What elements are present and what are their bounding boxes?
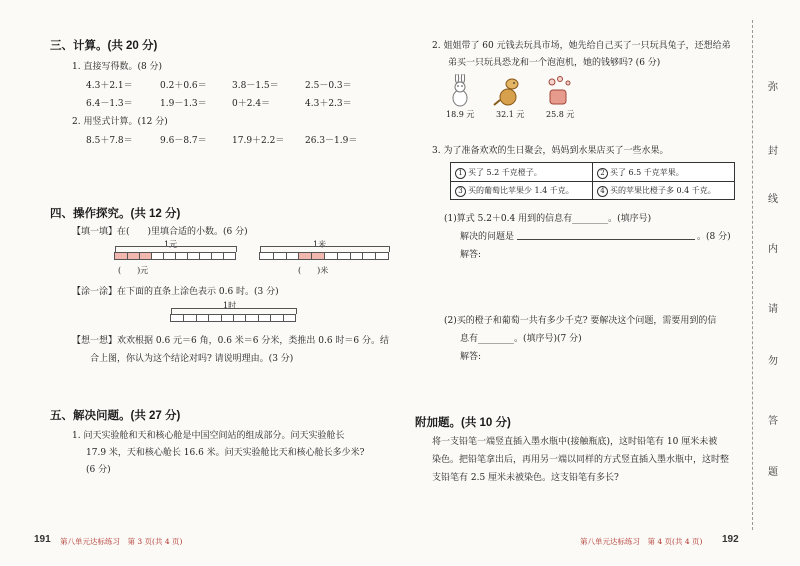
- left-page-number: 191: [34, 534, 51, 545]
- bar-divider: [273, 253, 274, 259]
- left-footer-text: 第八单元达标练习 第 3 页(共 4 页): [60, 537, 183, 546]
- bar-divider: [298, 253, 299, 259]
- info-4: 4 买的苹果比橙子多 0.4 千克。: [597, 185, 716, 197]
- q1-instruction: 1. 直接写得数。(8 分): [72, 62, 163, 72]
- bonus-line-3: 支铅笔有 2.5 厘米未被染色。这支铅笔有多长?: [432, 473, 619, 483]
- sub2-line-2: 息有________。(填序号)(7 分): [460, 334, 582, 344]
- vcalc-2: 9.6－8.7＝: [160, 136, 207, 146]
- bar2-label: 1米: [313, 240, 327, 249]
- bar-divider: [337, 253, 338, 259]
- bar-divider: [375, 253, 376, 259]
- bar-divider: [324, 253, 325, 259]
- bar-divider: [127, 253, 128, 259]
- bar1-label: 1元: [164, 240, 178, 249]
- bar-divider: [245, 315, 246, 321]
- bar-divider: [208, 315, 209, 321]
- problem-1-line-3: (6 分): [86, 465, 111, 475]
- info-3: 3 买的葡萄比苹果少 1.4 千克。: [455, 185, 574, 197]
- section-4-title: 四、操作探究。(共 12 分): [50, 208, 181, 220]
- bonus-line-2: 染色。把铅笔拿出后，再用另一端以同样的方式竖直插入墨水瓶中，这时整: [432, 455, 730, 465]
- bubble-machine-icon: [549, 77, 570, 105]
- bar-divider: [196, 315, 197, 321]
- seal-char-6: 勿: [768, 356, 778, 367]
- fruit-info-box: [450, 162, 735, 200]
- calc-6: 1.9－1.3＝: [160, 99, 207, 109]
- problem-1-line-1: 1. 问天实验舱和天和核心舱是中国空间站的组成部分。问天实验舱长: [72, 431, 345, 441]
- vcalc-4: 26.3－1.9＝: [305, 136, 358, 146]
- sub1-score: 。(8 分): [697, 232, 731, 242]
- think-line-1: 【想一想】欢欢根据 0.6 元＝6 角，0.6 米＝6 分米，类推出 0.6 时＝6 分。结: [72, 336, 390, 346]
- problem-1-line-2: 17.9 米，天和核心舱长 16.6 米。问天实验舱比天和核心舱长多少米?: [86, 448, 365, 458]
- calc-1: 4.3＋2.1＝: [86, 81, 133, 91]
- rabbit-icon: [453, 74, 467, 106]
- price-rabbit: 18.9 元: [446, 110, 475, 119]
- info-2: 2 买了 6.5 千克苹果。: [597, 167, 684, 179]
- bar-divider: [199, 253, 200, 259]
- bar-divider: [258, 315, 259, 321]
- problem-2-line-2: 弟买一只玩具恐龙和一个泡泡机，她的钱够吗? (6 分): [448, 58, 661, 68]
- color-instruction: 【涂一涂】在下面的直条上涂色表示 0.6 时。(3 分): [72, 287, 279, 297]
- sub1-line-1: (1)算式 5.2＋0.4 用到的信息有________。(填序号): [444, 214, 652, 224]
- bar-divider: [151, 253, 152, 259]
- problem-2-line-1: 2. 姐姐带了 60 元钱去玩具市场，她先给自己买了一只玩具兔子，还想给弟: [432, 41, 731, 51]
- seal-char-7: 答: [768, 416, 778, 427]
- bar-divider: [286, 253, 287, 259]
- bar-divider: [223, 253, 224, 259]
- calc-4: 2.5－0.3＝: [305, 81, 352, 91]
- calc-2: 0.2＋0.6＝: [160, 81, 207, 91]
- bar-divider: [163, 253, 164, 259]
- bar-divider: [362, 253, 363, 259]
- fill-instruction: 【填一填】在( )里填合适的小数。(6 分): [72, 227, 248, 237]
- problem-3-intro: 3. 为了准备欢欢的生日聚会，妈妈到水果店买了一些水果。: [432, 146, 669, 156]
- bar2-answer-blank[interactable]: ( )米: [298, 266, 329, 275]
- calc-8: 4.3＋2.3＝: [305, 99, 352, 109]
- q2-instruction: 2. 用竖式计算。(12 分): [72, 117, 168, 127]
- vcalc-1: 8.5＋7.8＝: [86, 136, 133, 146]
- bar-divider: [221, 315, 222, 321]
- dinosaur-icon: [494, 79, 518, 105]
- calc-3: 3.8－1.5＝: [232, 81, 279, 91]
- bar-divider: [350, 253, 351, 259]
- section-3-title: 三、计算。(共 20 分): [50, 40, 158, 52]
- bar-divider: [283, 315, 284, 321]
- info-1: 1 买了 5.2 千克橙子。: [455, 167, 542, 179]
- yuan-bar: [114, 252, 236, 260]
- sub2-answer-label: 解答:: [460, 352, 482, 362]
- binding-line: [752, 20, 754, 530]
- price-bubble-machine: 25.8 元: [546, 110, 575, 119]
- sub1-problem-label: 解决的问题是: [460, 232, 515, 242]
- toy-illustrations: [440, 74, 590, 108]
- bar-divider: [187, 253, 188, 259]
- bonus-line-1: 将一支铅笔一端竖直插入墨水瓶中(接触瓶底)，这时铅笔有 10 厘米未被: [432, 437, 718, 447]
- seal-char-8: 题: [768, 467, 778, 478]
- calc-7: 0＋2.4＝: [232, 99, 271, 109]
- think-line-2: 合上图，你认为这个结论对吗? 请说明理由。(3 分): [90, 354, 294, 364]
- seal-char-4: 内: [768, 244, 778, 255]
- shaded-segment: [115, 253, 151, 259]
- sub2-line-1: (2)买的橙子和葡萄一共有多少千克? 要解决这个问题，需要用到的信: [444, 316, 717, 326]
- bar-divider: [233, 315, 234, 321]
- bar-divider: [175, 253, 176, 259]
- seal-char-1: 弥: [768, 82, 778, 93]
- calc-5: 6.4－1.3＝: [86, 99, 133, 109]
- sub1-answer-label: 解答:: [460, 250, 482, 260]
- bar-divider: [183, 315, 184, 321]
- seal-char-5: 请: [768, 304, 778, 315]
- sub1-problem-blank[interactable]: [517, 239, 695, 240]
- meter-bar: [259, 252, 389, 260]
- seal-char-3: 线: [768, 194, 778, 205]
- seal-char-2: 封: [768, 146, 778, 157]
- bar3-label: 1时: [223, 301, 237, 310]
- bar-divider: [211, 253, 212, 259]
- bar-divider: [270, 315, 271, 321]
- hour-bar[interactable]: [170, 314, 296, 322]
- section-5-title: 五、解决问题。(共 27 分): [50, 410, 181, 422]
- vcalc-3: 17.9＋2.2＝: [232, 136, 285, 146]
- right-footer-text: 第八单元达标练习 第 4 页(共 4 页): [580, 537, 703, 546]
- bonus-title: 附加题。(共 10 分): [415, 417, 511, 429]
- bar-divider: [139, 253, 140, 259]
- bar1-answer-blank[interactable]: ( )元: [118, 266, 149, 275]
- bar-divider: [311, 253, 312, 259]
- price-dinosaur: 32.1 元: [496, 110, 525, 119]
- right-page-number: 192: [722, 534, 739, 545]
